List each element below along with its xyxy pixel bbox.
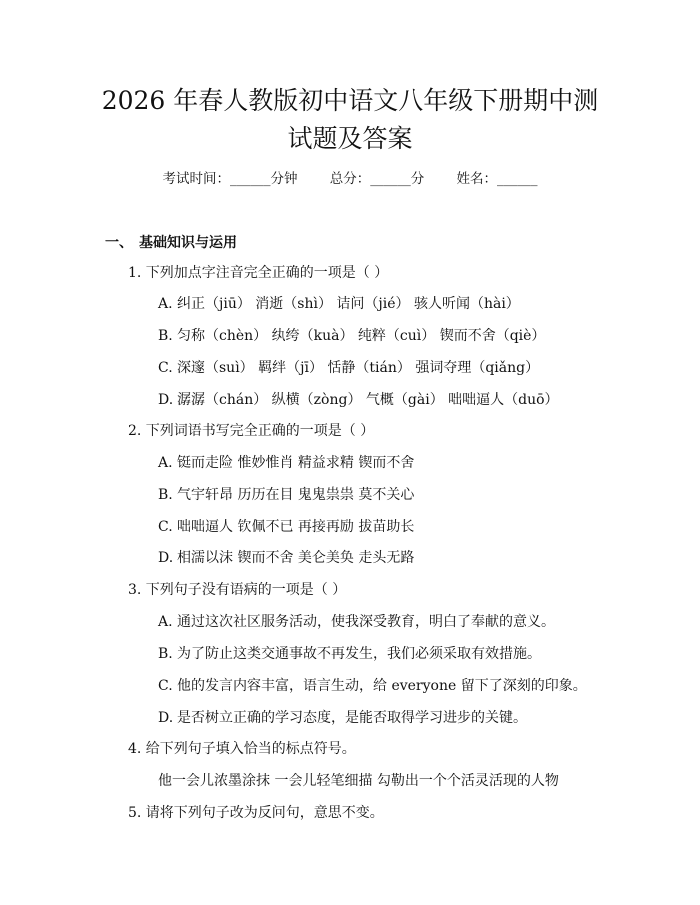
option-text: 气宇轩昂 历历在目 鬼鬼祟祟 莫不关心 — [177, 487, 415, 503]
q3-option-b — [158, 643, 541, 663]
section-heading — [105, 232, 237, 252]
option-letter: D. — [158, 710, 174, 726]
option-text: 潺潺（chán） 纵横（zòng） 气概（gài） 咄咄逼人（duō） — [177, 392, 559, 408]
student-name: 姓名：______ — [456, 171, 538, 187]
option-letter: D. — [158, 392, 174, 408]
option-text: 他的发言内容丰富，语言生动，给 everyone 留下了深刻的印象。 — [177, 678, 587, 694]
document-title — [0, 82, 700, 158]
q1-option-c — [158, 357, 539, 377]
q4-sentence: 他一会儿浓墨涂抹 一会儿轻笔细描 勾勒出一个个活灵活现的人物 — [158, 773, 559, 789]
q2-option-b — [158, 484, 414, 504]
option-letter: B. — [158, 487, 173, 503]
option-letter: A. — [158, 455, 173, 471]
option-text: 咄咄逼人 钦佩不已 再接再励 拔苗助长 — [177, 519, 415, 535]
question-3: 3. 下列句子没有语病的一项是（ ） — [128, 582, 347, 598]
q3-option-c — [158, 675, 587, 695]
section-number: 一、 — [105, 235, 133, 251]
option-letter: D. — [158, 550, 174, 566]
option-letter: C. — [158, 360, 173, 376]
option-letter: C. — [158, 678, 173, 694]
option-text: 是否树立正确的学习态度，是能否取得学习进步的关键。 — [177, 710, 527, 726]
question-2: 2. 下列词语书写完全正确的一项是（ ） — [128, 423, 375, 439]
option-text: 铤而走险 惟妙惟肖 精益求精 锲而不舍 — [177, 455, 415, 471]
title-line-1: 2026 年春人教版初中语文八年级下册期中测 — [101, 86, 599, 115]
question-1: 1. 下列加点字注音完全正确的一项是（ ） — [128, 265, 389, 281]
title-line-2: 试题及答案 — [287, 124, 413, 153]
q2-option-a — [158, 452, 414, 472]
option-text: 通过这次社区服务活动，使我深受教育，明白了奉献的意义。 — [177, 614, 555, 630]
q1-option-d — [158, 389, 559, 409]
option-text: 相濡以沫 锲而不舍 美仑美奂 走头无路 — [177, 550, 415, 566]
q1-option-a — [158, 293, 520, 313]
option-letter: A. — [158, 296, 173, 312]
question-4: 4. 给下列句子填入恰当的标点符号。 — [128, 741, 356, 757]
option-text: 深邃（suì） 羁绊（jī） 恬静（tián） 强词夺理（qiǎng） — [177, 360, 540, 376]
q3-option-a — [158, 611, 555, 631]
exam-meta — [0, 170, 700, 188]
option-letter: C. — [158, 519, 173, 535]
exam-score: 总分：______分 — [329, 171, 425, 187]
option-text: 匀称（chèn） 纨绔（kuà） 纯粹（cuì） 锲而不舍（qiè） — [177, 328, 546, 344]
q3-option-d — [158, 707, 527, 727]
exam-time: 考试时间：______分钟 — [162, 171, 298, 187]
option-letter: B. — [158, 646, 173, 662]
option-letter: B. — [158, 328, 173, 344]
option-letter: A. — [158, 614, 173, 630]
q1-option-b — [158, 325, 545, 345]
option-text: 为了防止这类交通事故不再发生，我们必须采取有效措施。 — [177, 646, 541, 662]
option-text: 纠正（jiū） 消逝（shì） 诘问（jié） 骇人听闻（hài） — [177, 296, 520, 312]
section-label: 基础知识与运用 — [139, 235, 237, 251]
q2-option-d — [158, 547, 414, 567]
q2-option-c — [158, 516, 414, 536]
question-5: 5. 请将下列句子改为反问句，意思不变。 — [128, 805, 384, 821]
